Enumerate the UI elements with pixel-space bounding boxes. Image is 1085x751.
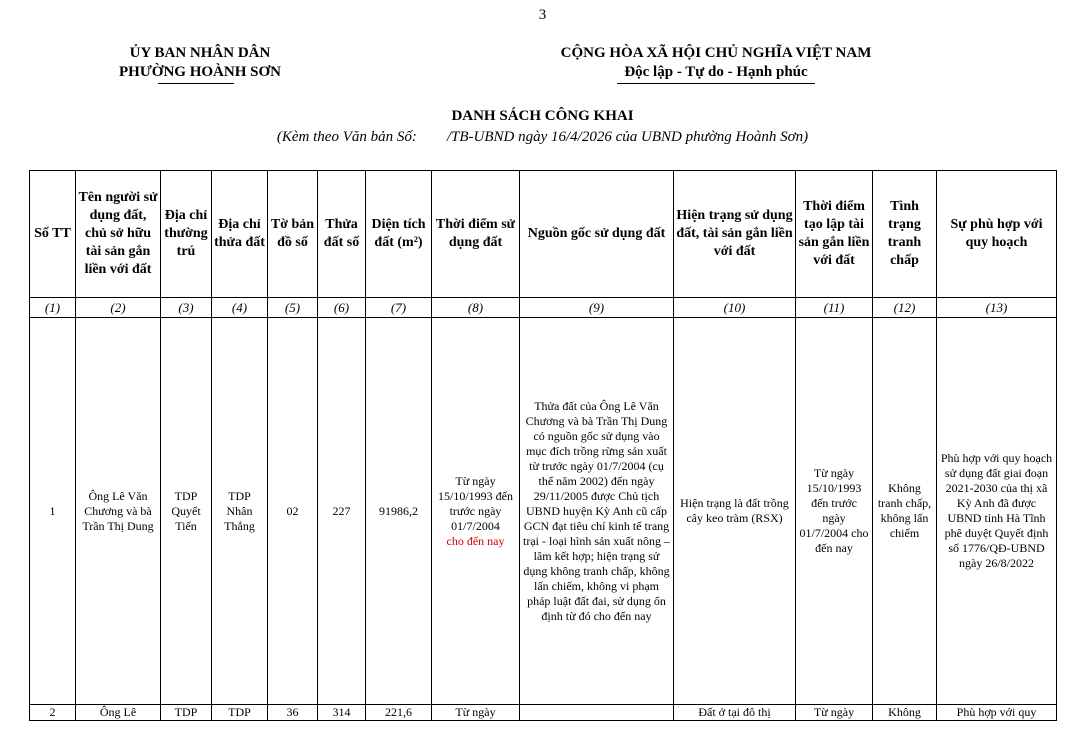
table-row bbox=[30, 705, 1057, 721]
cell-owner: Ông Lê Văn Chương và bà Trần Thị Dung bbox=[76, 318, 161, 705]
column-index-row bbox=[30, 298, 1057, 318]
issuing-agency-header bbox=[80, 44, 320, 82]
agency-line-2: PHƯỜNG HOÀNH SƠN bbox=[119, 64, 281, 80]
subtitle-prefix: (Kèm theo Văn bản Số: bbox=[276, 129, 417, 145]
column-index: (4) bbox=[212, 298, 268, 318]
table-header-row bbox=[30, 171, 1057, 298]
motto: Độc lập - Tự do - Hạnh phúc bbox=[624, 64, 808, 80]
column-header: Hiện trạng sử dụng đất, tài sản gắn liền với đất bbox=[674, 171, 796, 298]
column-header: Thửa đất số bbox=[318, 171, 366, 298]
cell-origin: Thửa đất của Ông Lê Văn Chương và bà Trần Thị Dung có nguồn gốc sử dụng vào mục đích trồng rừng sản xuất từ trước ngày 01/7/2004 (cụ thể năm 2002) đến ngày 29/11/2005 được Chủ tịch UBND huyện Kỳ Anh cũ cấp GCN đạt tiêu chí kinh tế trang trại - loại hình sản xuất nông – lâm kết hợp; hiện trạng sử dụng không tranh chấp, không lấn chiếm, không vi phạm pháp luật đất đai, sử dụng ổn định từ đó cho đến nay bbox=[520, 318, 674, 705]
column-index: (12) bbox=[873, 298, 937, 318]
cell-current-state: Đất ở tại đô thị bbox=[674, 705, 796, 721]
column-index: (10) bbox=[674, 298, 796, 318]
agency-line-1: ỦY BAN NHÂN DÂN bbox=[129, 45, 271, 61]
column-header: Địa chỉ thường trú bbox=[161, 171, 212, 298]
cell-area: 221,6 bbox=[366, 705, 432, 721]
subtitle-suffix: /TB-UBND ngày 16/4/2026 của UBND phường Hoành Sơn) bbox=[446, 129, 809, 145]
cell-permanent-address: TDP bbox=[161, 705, 212, 721]
use-time-note: cho đến nay bbox=[446, 533, 505, 548]
document-subtitle bbox=[0, 129, 1085, 146]
cell-asset-time: Từ ngày 15/10/1993 đến trước ngày 01/7/2004 cho đến nay bbox=[796, 318, 873, 705]
column-header: Số TT bbox=[30, 171, 76, 298]
cell-origin bbox=[520, 705, 674, 721]
cell-planning: Phù hợp với quy bbox=[937, 705, 1057, 721]
cell-parcel-address: TDP bbox=[212, 705, 268, 721]
column-header: Địa chỉ thửa đất bbox=[212, 171, 268, 298]
public-list-table bbox=[29, 170, 1057, 721]
cell-asset-time: Từ ngày bbox=[796, 705, 873, 721]
cell-dispute: Không tranh chấp, không lấn chiếm bbox=[873, 318, 937, 705]
column-index: (2) bbox=[76, 298, 161, 318]
use-time-text: Từ ngày 15/10/1993 đến trước ngày 01/7/2004 bbox=[438, 473, 513, 533]
column-header: Tờ bản đồ số bbox=[268, 171, 318, 298]
document-title: DANH SÁCH CÔNG KHAI bbox=[451, 108, 634, 124]
cell-use-time bbox=[432, 318, 520, 705]
page-number: 3 bbox=[538, 7, 547, 23]
column-index: (5) bbox=[268, 298, 318, 318]
cell-parcel-no: 227 bbox=[318, 318, 366, 705]
table-row bbox=[30, 318, 1057, 705]
cell-owner: Ông Lê bbox=[76, 705, 161, 721]
cell-current-state: Hiện trạng là đất trồng cây keo tràm (RSX) bbox=[674, 318, 796, 705]
country-name: CỘNG HÒA XÃ HỘI CHỦ NGHĨA VIỆT NAM bbox=[560, 45, 872, 61]
cell-map-sheet: 02 bbox=[268, 318, 318, 705]
column-header: Tình trạng tranh chấp bbox=[873, 171, 937, 298]
motto-underline bbox=[617, 83, 815, 84]
column-index: (6) bbox=[318, 298, 366, 318]
column-index: (9) bbox=[520, 298, 674, 318]
cell-stt: 2 bbox=[30, 705, 76, 721]
column-header: Tên người sử dụng đất, chủ sở hữu tài sản gắn liền với đất bbox=[76, 171, 161, 298]
cell-permanent-address: TDP Quyết Tiến bbox=[161, 318, 212, 705]
cell-parcel-address: TDP Nhân Thắng bbox=[212, 318, 268, 705]
cell-map-sheet: 36 bbox=[268, 705, 318, 721]
column-header: Thời điểm sử dụng đất bbox=[432, 171, 520, 298]
column-index: (1) bbox=[30, 298, 76, 318]
column-index: (7) bbox=[366, 298, 432, 318]
national-motto-header bbox=[500, 44, 932, 82]
column-header: Nguồn gốc sử dụng đất bbox=[520, 171, 674, 298]
cell-dispute: Không bbox=[873, 705, 937, 721]
column-index: (8) bbox=[432, 298, 520, 318]
column-header: Diện tích đất (m²) bbox=[366, 171, 432, 298]
column-index: (13) bbox=[937, 298, 1057, 318]
column-header: Thời điểm tạo lập tài sản gắn liền với đất bbox=[796, 171, 873, 298]
cell-stt: 1 bbox=[30, 318, 76, 705]
cell-planning: Phù hợp với quy hoạch sử dụng đất giai đoạn 2021-2030 của thị xã Kỳ Anh đã được UBND tỉnh Hà Tĩnh phê duyệt Quyết định số 1776/QĐ-UBND ngày 26/8/2022 bbox=[937, 318, 1057, 705]
column-index: (3) bbox=[161, 298, 212, 318]
cell-area: 91986,2 bbox=[366, 318, 432, 705]
cell-use-time: Từ ngày bbox=[432, 705, 520, 721]
agency-underline bbox=[158, 83, 234, 84]
column-header: Sự phù hợp với quy hoạch bbox=[937, 171, 1057, 298]
cell-parcel-no: 314 bbox=[318, 705, 366, 721]
column-index: (11) bbox=[796, 298, 873, 318]
